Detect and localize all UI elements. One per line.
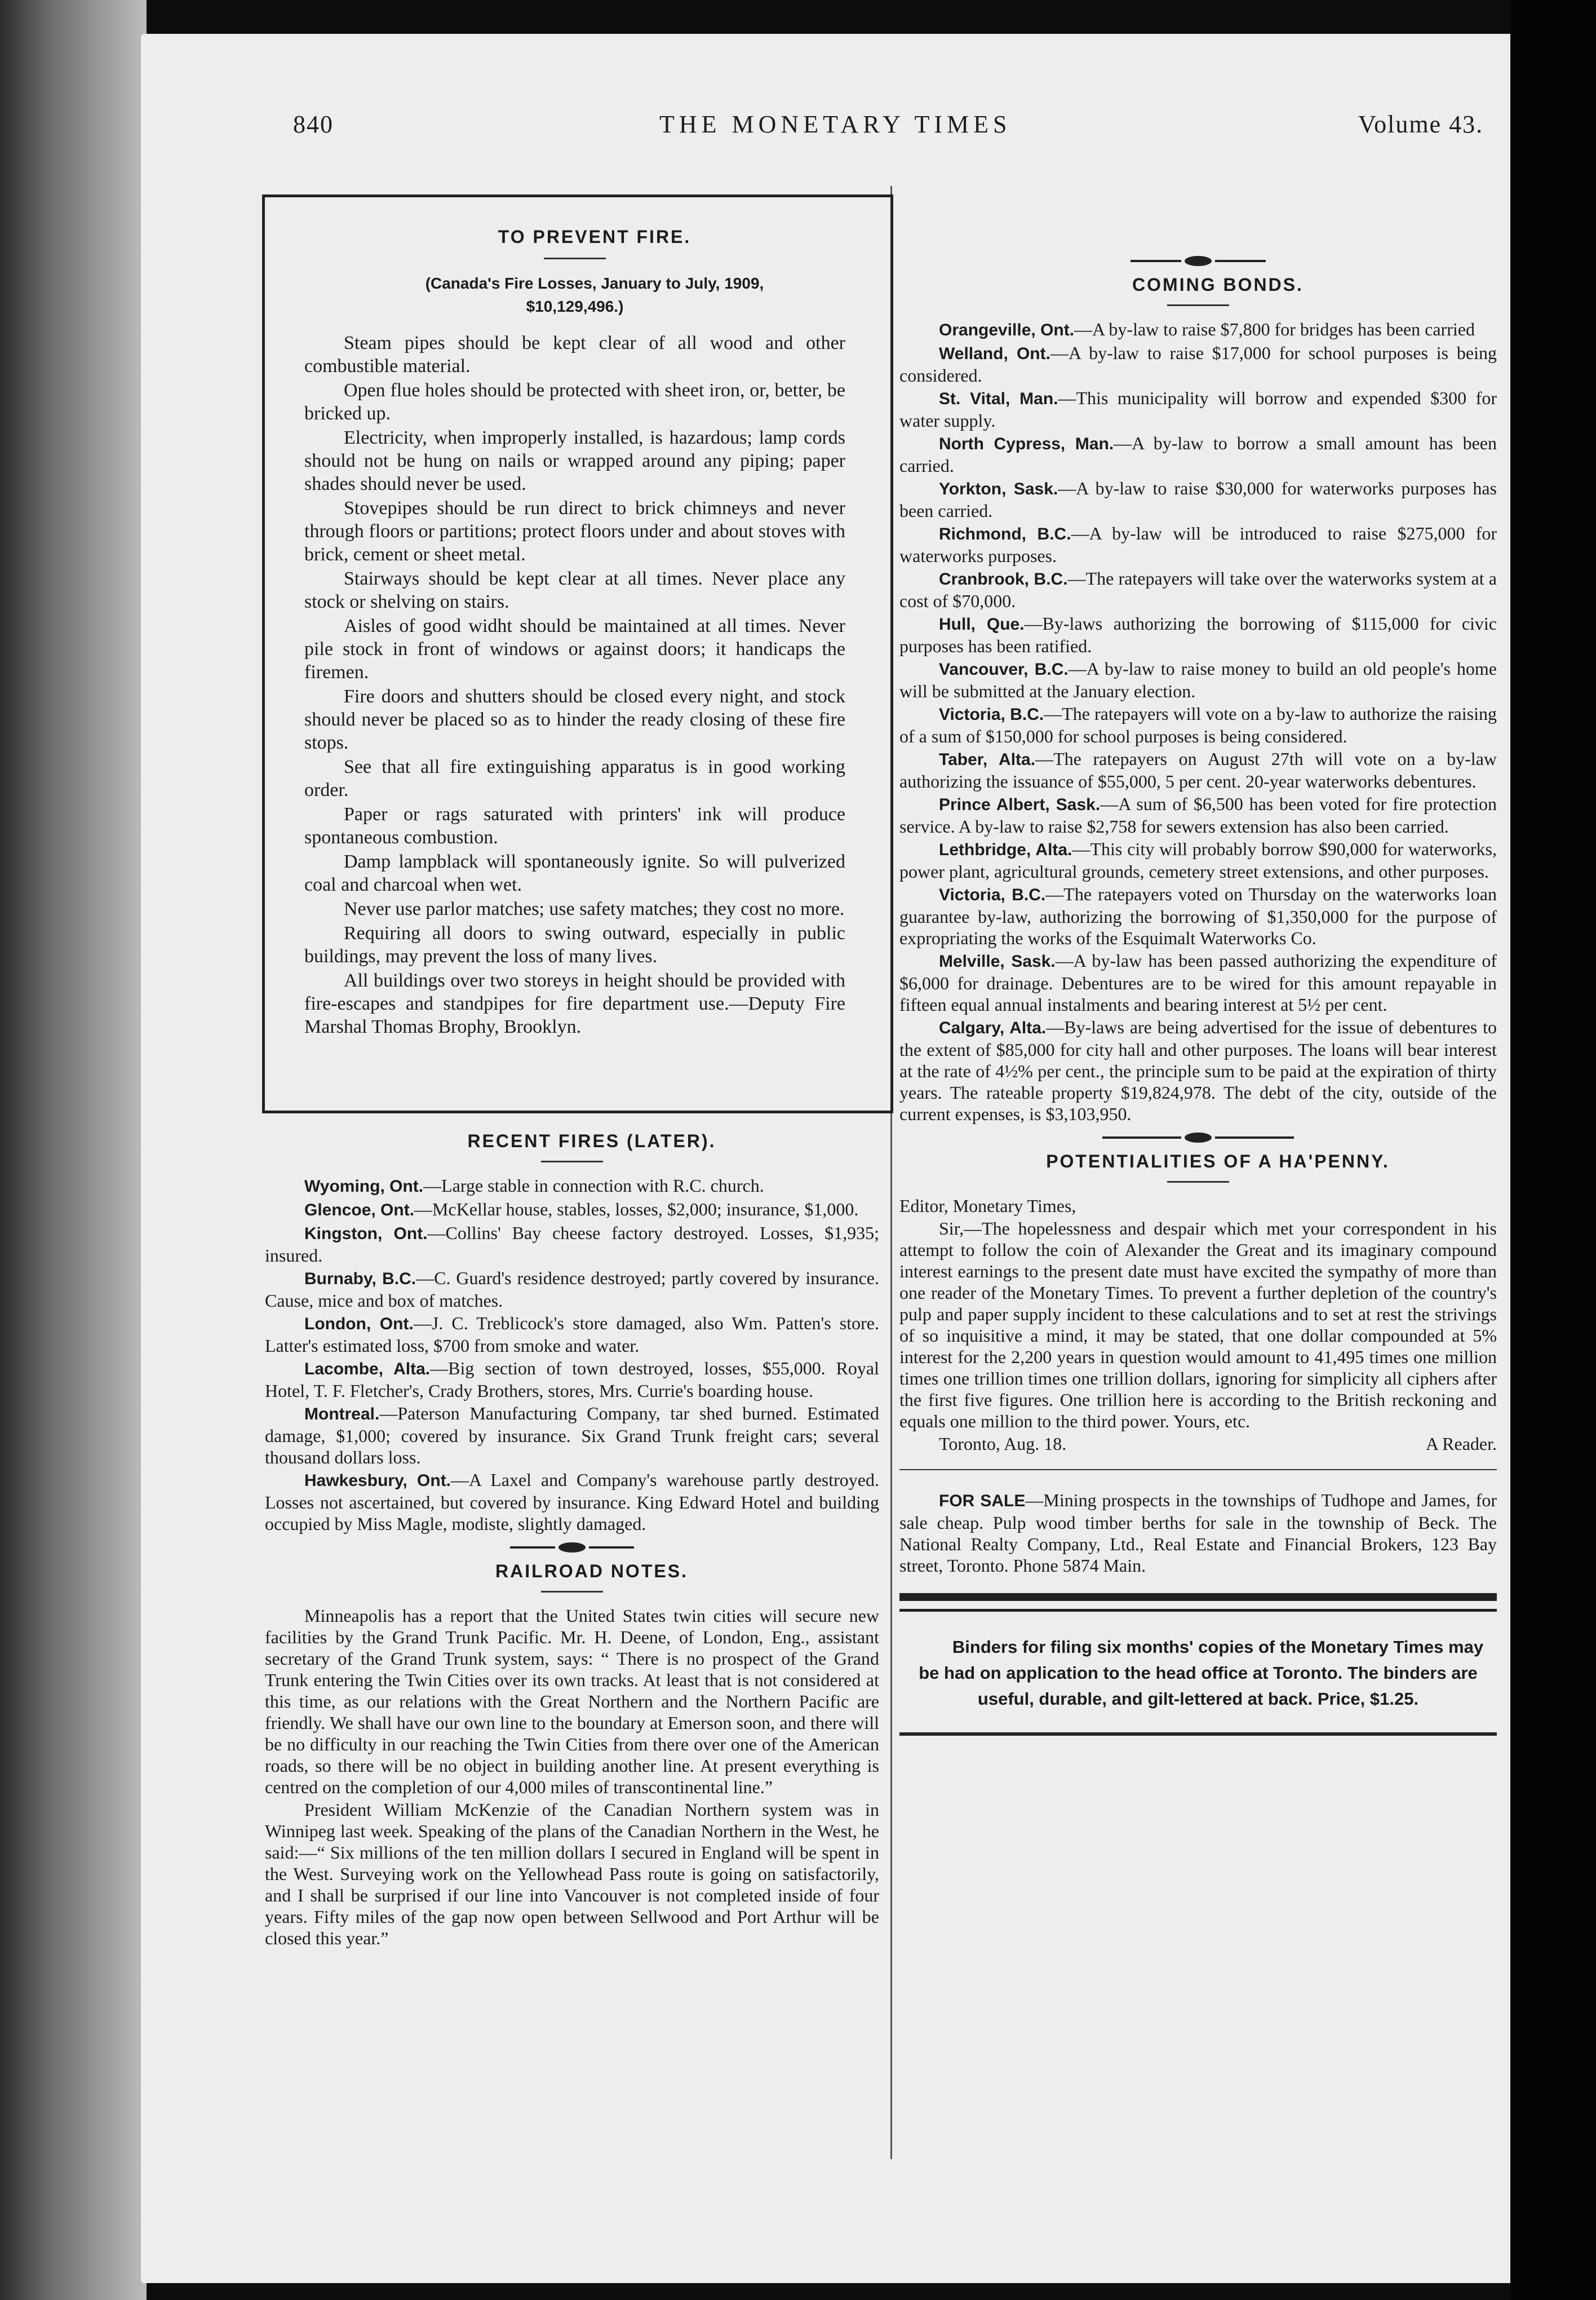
bond-item [899, 658, 1497, 702]
place-name: Cranbrook, B.C. [939, 570, 1068, 589]
bond-item [899, 838, 1497, 882]
fire-paragraph: Never use parlor matches; use safety matches; they cost no more. [344, 899, 845, 919]
entry-text: —A by-law to raise $30,000 for waterworks purposes has been carried. [899, 478, 1497, 521]
right-column [899, 194, 1497, 1736]
entry-text: —A Laxel and Company's warehouse partly destroyed. Losses not ascertained, but covered by insurance. King Edward Hotel and building occupied by Miss Magle, modiste, slightly damaged. [265, 1470, 880, 1534]
heavy-rule [899, 1593, 1497, 1601]
coming-bonds-heading: COMING BONDS. [1132, 275, 1304, 295]
for-sale-label: FOR SALE [939, 1492, 1026, 1510]
fire-paragraph: Steam pipes should be kept clear of all wood and other combustible material. [304, 333, 845, 377]
fire-report-item [265, 1175, 879, 1197]
fire-paragraph: Fire doors and shutters should be closed every night, and stock should never be placed so as to hinder the ready closing of these fire stops. [304, 686, 845, 753]
place-name: Lacombe, Alta. [304, 1360, 431, 1378]
railroad-paragraph: President William McKenzie of the Canadian Northern system was in Winnipeg last week. Speaking of the plans of the Canadian Northern in the West, he said:—“ Six millions of the ten million dollars I secured in England will be spent in the West. Surveying work on the Yellowhead Pass route is going on satisfactorily, and I shall be surprised if our line into Vancouver is not completed inside of four years. Fifty miles of the gap now open between Sellwood and Port Arthur will be closed this year.” [265, 1799, 879, 1948]
place-name: St. Vital, Man. [939, 390, 1058, 408]
ornament-divider [1130, 253, 1266, 269]
bond-item [899, 523, 1497, 567]
entry-text: —C. Guard's residence destroyed; partly covered by insurance. Cause, mice and box of matches. [265, 1268, 879, 1311]
hapenny-heading: POTENTIALITIES OF A HA'PENNY. [1046, 1151, 1390, 1171]
divider [541, 1161, 603, 1162]
fire-report-item [265, 1403, 879, 1468]
fire-paragraph: Open flue holes should be protected with sheet iron, or, better, be bricked up. [304, 380, 845, 424]
letter-signoff [899, 1433, 1497, 1454]
fire-paragraph: See that all fire extinguishing apparatus is in good working order. [304, 757, 845, 800]
bond-item [899, 387, 1497, 431]
place-name: Hull, Que. [939, 615, 1025, 634]
place-name: North Cypress, Man. [939, 435, 1114, 453]
entry-text: —By-laws are being advertised for the issue of debentures to the extent of $85,000 for city hall and other purposes. The loans will bear interest at the rate of 4½% per cent., the principle sum to be paid at the expiration of thirty years. The rateable property $19,824,978. The debt of the city, outside of the current expenses, is $3,103,950. [899, 1017, 1497, 1124]
fire-report-item [265, 1198, 879, 1221]
entry-text: —A sum of $6,500 has been voted for fire protection service. A by-law to raise $2,758 for sewers extension has also been carried. [899, 794, 1497, 837]
fire-report-item [265, 1312, 879, 1356]
entry-text: —McKellar house, stables, losses, $2,000; insurance, $1,000. [414, 1199, 859, 1219]
entry-text: —This municipality will borrow and expended $300 for water supply. [899, 388, 1497, 431]
bond-item [899, 950, 1497, 1015]
place-name: Hawkesbury, Ont. [304, 1471, 451, 1490]
place-name: Welland, Ont. [939, 344, 1050, 363]
rule [899, 1732, 1497, 1736]
divider [541, 1591, 603, 1593]
recent-fires-list [265, 1175, 879, 1534]
ornament-divider [1102, 1129, 1294, 1146]
railroad-paragraphs [265, 1605, 879, 1949]
place-name: Orangeville, Ont. [939, 321, 1075, 339]
binders-notice: Binders for filing six months' copies of the Monetary Times may be had on application to the head office at Toronto. The binders are useful, durable, and gilt-lettered at back. Price, $1.25. [919, 1637, 1484, 1709]
place-name: Burnaby, B.C. [304, 1270, 416, 1288]
divider [899, 1469, 1497, 1470]
fire-paragraph: Stovepipes should be run direct to brick chimneys and never through floors or partitions; protect floors under and about stoves with brick, cement or sheet metal. [304, 498, 845, 565]
fire-subheading: (Canada's Fire Losses, January to July, 1909, $10,129,496.) [425, 275, 764, 315]
publication-title: THE MONETARY TIMES [659, 110, 1012, 138]
entry-text: —Large stable in connection with R.C. church. [423, 1175, 764, 1196]
fire-paragraph: Stairways should be kept clear at all times. Never place any stock or shelving on stairs. [304, 568, 845, 612]
place-name: Taber, Alta. [939, 750, 1036, 769]
bond-item [899, 748, 1497, 792]
fire-paragraph: Electricity, when improperly installed, is hazardous; lamp cords should not be hung on nails or wrapped around any piping; paper shades should never be used. [304, 427, 845, 494]
fire-prevention-article [304, 225, 845, 1040]
railroad-heading: RAILROAD NOTES. [495, 1561, 688, 1581]
bond-item [899, 1016, 1497, 1125]
fire-paragraph: Requiring all doors to swing outward, especially in public buildings, may prevent the loss of many lives. [304, 923, 845, 967]
letter-salutation: Editor, Monetary Times, [899, 1196, 1076, 1216]
place-name: Calgary, Alta. [939, 1019, 1047, 1037]
letter-signature: A Reader. [1425, 1434, 1497, 1454]
railroad-paragraph: Minneapolis has a report that the United States twin cities will secure new facilities by the Grand Trunk Pacific. Mr. H. Deene, of London, Eng., assistant secretary of the Grand Trunk system, says: “ There is no prospect of the Grand Trunk entering the Twin Cities over its own tracks. At least that is not considered at this time, as our relations with the Great Northern and the Northern Pacific are friendly. We shall have our own line to the boundary at Emerson soon, and there will be no difficulty in our reaching the Twin Cities from there over one of the American roads, so there will be no object in building another line. At present everything is centred on the completion of our 4,000 miles of transcontinental line.” [265, 1605, 879, 1797]
scan-edge [1510, 0, 1596, 2300]
place-name: Richmond, B.C. [939, 525, 1071, 543]
recent-fires-heading: RECENT FIRES (LATER). [467, 1131, 716, 1151]
entry-text: —The ratepayers will take over the waterworks system at a cost of $70,000. [899, 568, 1497, 611]
bond-item [899, 342, 1497, 386]
volume-number: Volume 43. [1358, 110, 1484, 138]
book-spine [0, 0, 147, 2300]
fire-paragraph: All buildings over two storeys in height should be provided with fire-escapes and standpipes for fire department use.—Deputy Fire Marshal Thomas Brophy, Brooklyn. [304, 970, 845, 1037]
entry-text: —The ratepayers on August 27th will vote on a by-law authorizing the issuance of $55,000, 5 per cent. 20-year waterworks debentures. [899, 749, 1497, 791]
for-sale-ad [899, 1489, 1497, 1576]
bond-item [899, 432, 1497, 476]
entry-text: —Big section of town destroyed, losses, $55,000. Royal Hotel, T. F. Fletcher's, Crady Brothers, stores, Mrs. Currie's boarding house. [265, 1358, 879, 1401]
place-name: Montreal. [304, 1405, 380, 1423]
entry-text: —A by-law will be introduced to raise $275,000 for waterworks purposes. [899, 523, 1497, 566]
fire-paragraph: Paper or rags saturated with printers' ink will produce spontaneous combustion. [304, 804, 845, 848]
entry-text: —A by-law to raise $17,000 for school purposes is being considered. [899, 343, 1497, 386]
coming-bonds-list [899, 319, 1497, 1125]
page-number: 840 [293, 110, 334, 138]
bond-item [899, 319, 1497, 341]
letter-body: Sir,—The hopelessness and despair which met your correspondent in his attempt to follow the coin of Alexander the Great and its imaginary compound interest earnings to the present date must have excited the sympathy of more than one reader of the Monetary Times. To prevent a further depletion of the country's pulp and paper supply incident to these calculations and to set at rest the strivings of so inquisitive a mind, it may be stated, that one dollar compounded at 5% interest for the 2,200 years in question would amount to 41,495 times one million times one trillion times one trillion dollars, ignoring for simplicity all ciphers after the first five figures. One trillion here is according to the British reckoning and equals one million to the third power. Yours, etc. [899, 1218, 1497, 1431]
letter-place-date: Toronto, Aug. 18. [939, 1434, 1067, 1454]
left-lower-column [265, 1130, 879, 1950]
entry-text: —By-laws authorizing the borrowing of $115,000 for civic purposes has been ratified. [899, 613, 1497, 656]
rule [899, 1609, 1497, 1612]
entry-text: —A by-law to raise money to build an old people's home will be submitted at the January election. [899, 658, 1497, 701]
place-name: Vancouver, B.C. [939, 660, 1069, 679]
fire-paragraphs [304, 331, 845, 1038]
entry-text: —The ratepayers voted on Thursday on the waterworks loan guarantee by-law, authorizing the borrowing of $1,350,000 for the purpose of expropriating the works of the Esquimalt Waterworks Co. [899, 884, 1497, 948]
divider [1167, 304, 1229, 306]
place-name: Prince Albert, Sask. [939, 795, 1101, 814]
place-name: Victoria, B.C. [939, 705, 1044, 724]
place-name: Victoria, B.C. [939, 886, 1046, 904]
entry-text: —J. C. Treblicock's store damaged, also Wm. Patten's store. Latter's estimated loss, $700 from smoke and water. [265, 1313, 880, 1356]
fire-report-item [265, 1357, 879, 1401]
entry-text: —A by-law to raise $7,800 for bridges has been carried [1074, 319, 1475, 339]
fire-report-item [265, 1267, 879, 1311]
fire-paragraph: Damp lampblack will spontaneously ignite. So will pulverized coal and charcoal when wet. [304, 851, 845, 895]
fire-heading: TO PREVENT FIRE. [498, 227, 691, 247]
divider [544, 258, 606, 259]
fire-report-item [265, 1222, 879, 1266]
entry-text: —A by-law to borrow a small amount has been carried. [899, 433, 1497, 476]
place-name: Glencoe, Ont. [304, 1201, 415, 1219]
bond-item [899, 793, 1497, 837]
fire-report-item [265, 1469, 879, 1534]
place-name: Lethbridge, Alta. [939, 841, 1072, 859]
for-sale-text: —Mining prospects in the townships of Tudhope and James, for sale cheap. Pulp wood timber berths for sale in the township of Beck. The National Realty Company, Ltd., Real Estate and Financial Brokers, 123 Bay street, Toronto. Phone 5874 Main. [899, 1490, 1497, 1576]
divider [1167, 1181, 1229, 1183]
fire-paragraph: Aisles of good widht should be maintained at all times. Never pile stock in front of windows or against doors; it handicaps the firemen. [304, 616, 845, 683]
ornament-divider [510, 1539, 634, 1556]
place-name: Wyoming, Ont. [304, 1177, 424, 1196]
place-name: Yorkton, Sask. [939, 480, 1058, 498]
entry-text: —This city will probably borrow $90,000 for waterworks, power plant, agricultural grounds, cemetery street extensions, and other purposes. [899, 839, 1497, 882]
place-name: London, Ont. [304, 1315, 414, 1333]
bond-item [899, 883, 1497, 949]
place-name: Kingston, Ont. [304, 1224, 428, 1243]
entry-text: —Paterson Manufacturing Company, tar shed burned. Estimated damage, $1,000; covered by insurance. Six Grand Trunk freight cars; several thousand dollars loss. [265, 1403, 879, 1467]
bond-item [899, 613, 1497, 657]
bond-item [899, 477, 1497, 521]
place-name: Melville, Sask. [939, 952, 1056, 971]
entry-text: —A by-law has been passed authorizing the expenditure of $6,000 for drainage. Debentures are to be wired for this amount repayable in fifteen equal annual instalments and bearing interest at 5½ per cent. [899, 950, 1497, 1015]
bond-item [899, 568, 1497, 612]
entry-text: —The ratepayers will vote on a by-law to authorize the raising of a sum of $150,000 for school purposes is being considered. [899, 704, 1497, 746]
entry-text: —Collins' Bay cheese factory destroyed. Losses, $1,935; insured. [265, 1223, 879, 1266]
bond-item [899, 703, 1497, 747]
